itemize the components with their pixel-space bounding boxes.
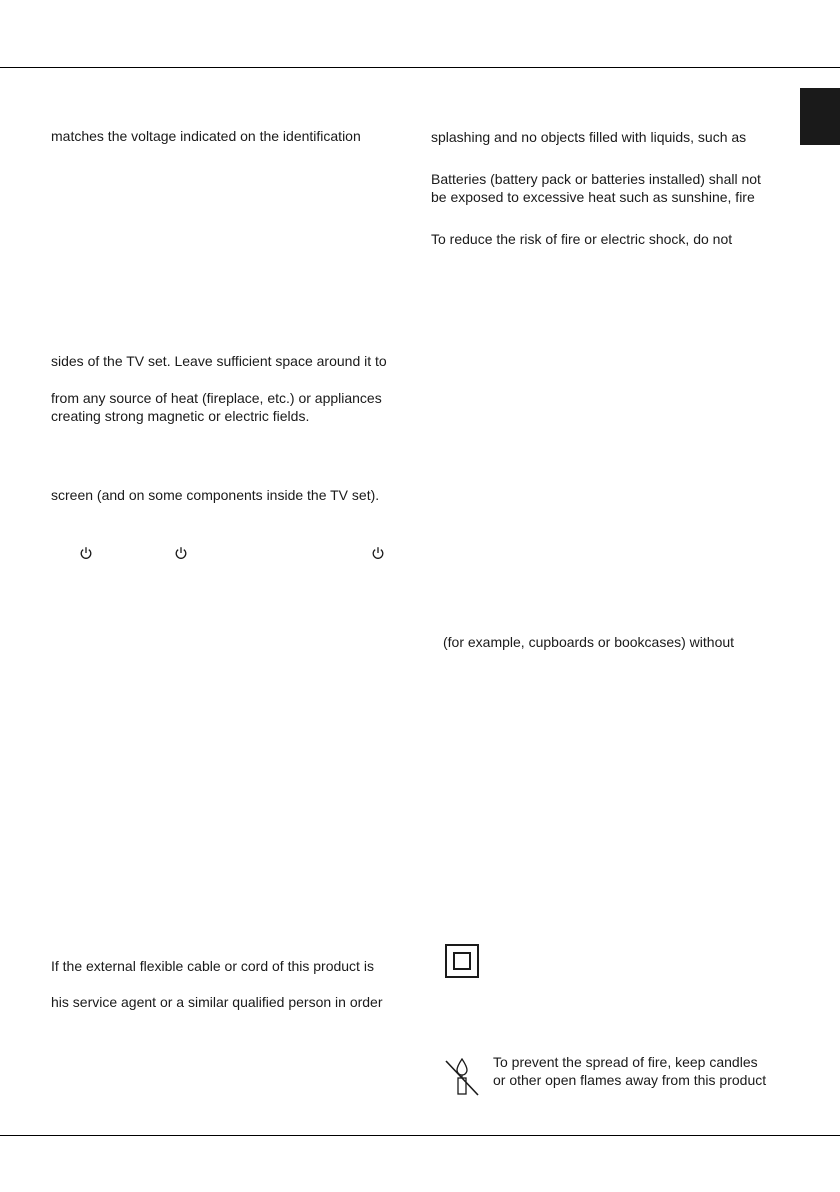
text-candle-warning-1: To prevent the spread of fire, keep candles: [493, 1054, 758, 1070]
power-icon: [371, 546, 385, 560]
text-sides: sides of the TV set. Leave sufficient space around it to: [51, 353, 387, 369]
power-icon: [174, 546, 188, 560]
text-voltage: matches the voltage indicated on the identification: [51, 128, 361, 144]
power-icon: [79, 546, 93, 560]
language-tab: [800, 88, 840, 145]
text-agent: his service agent or a similar qualified person in order: [51, 994, 383, 1010]
text-splashing: splashing and no objects filled with liquids, such as: [431, 129, 747, 145]
bottom-rule: [0, 1135, 840, 1136]
text-fire-risk: To reduce the risk of fire or electric shock, do not: [431, 231, 733, 247]
text-magnetic: creating strong magnetic or electric fields.: [51, 408, 310, 424]
text-screen: screen (and on some components inside the TV set).: [51, 487, 380, 503]
text-cable: If the external flexible cable or cord of this product is: [51, 958, 374, 974]
text-candle-warning-2: or other open flames away from this product: [493, 1072, 767, 1088]
text-heat: from any source of heat (fireplace, etc.) or appliances: [51, 390, 382, 406]
top-rule: [0, 67, 840, 68]
text-batteries-1: Batteries (battery pack or batteries installed) shall not: [431, 171, 761, 187]
double-insulation-icon: [445, 944, 479, 978]
text-cupboards: (for example, cupboards or bookcases) without: [443, 634, 735, 650]
text-batteries-2: be exposed to excessive heat such as sunshine, fire: [431, 189, 755, 205]
no-open-flame-icon: [444, 1058, 480, 1096]
